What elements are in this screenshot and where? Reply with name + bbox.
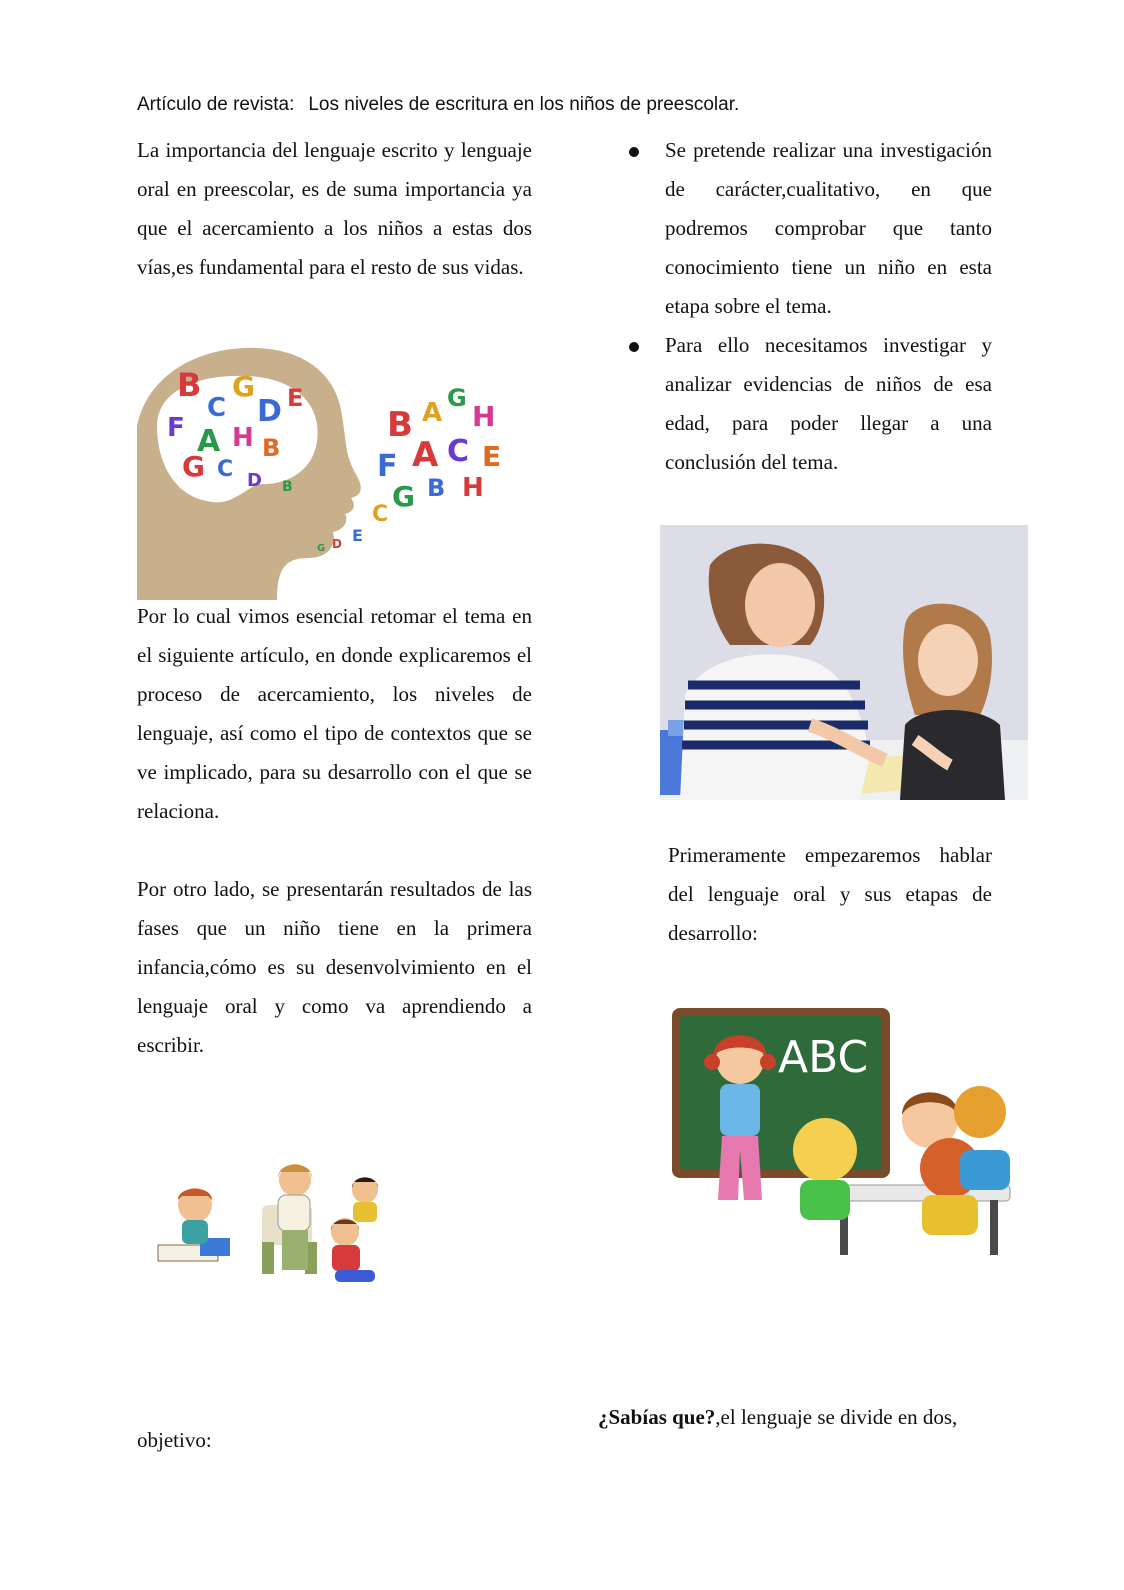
- second-paragraph: [137, 597, 532, 831]
- did-you-know-rest: ,el lenguaje se divide en dos,: [715, 1405, 958, 1429]
- children-reading-clipart: [150, 1150, 405, 1295]
- intro-paragraph: [137, 131, 532, 287]
- svg-text:B: B: [387, 405, 413, 445]
- right-paragraph: [668, 836, 992, 953]
- svg-text:D: D: [332, 537, 342, 551]
- intro-text: La importancia del lenguaje escrito y lenguaje oral en preescolar, es de suma importancia ya que el acercamiento a los niños a estas dos vías,es fundamental para el resto de sus vidas.: [137, 138, 532, 279]
- header-label: Artículo de revista:: [137, 94, 295, 115]
- svg-text:B: B: [427, 474, 446, 502]
- svg-text:D: D: [257, 394, 282, 429]
- second-paragraph-text: Por lo cual vimos esencial retomar el tema en el siguiente artículo, en donde explicaremos el proceso de acercamiento, los niveles de lenguaje, así como el tipo de contextos que se ve implicado, para su desarrollo con el que se relaciona.: [137, 604, 532, 823]
- article-header: [137, 94, 739, 116]
- svg-text:H: H: [472, 400, 496, 433]
- svg-text:B: B: [262, 434, 281, 462]
- svg-text:B: B: [282, 479, 293, 495]
- svg-text:H: H: [232, 423, 254, 453]
- svg-text:C: C: [217, 457, 234, 482]
- objective-label: objetivo:: [137, 1428, 212, 1452]
- svg-text:B: B: [177, 366, 202, 404]
- list-item: [627, 326, 992, 482]
- bullet-icon: [629, 147, 639, 157]
- svg-text:A: A: [412, 435, 439, 475]
- svg-text:F: F: [377, 449, 398, 484]
- svg-text:H: H: [462, 473, 484, 503]
- list-item: [627, 131, 992, 326]
- head-letters-image: [137, 336, 535, 600]
- chalkboard-text: ABC: [778, 1032, 869, 1083]
- svg-text:G: G: [232, 370, 255, 403]
- did-you-know-bold: ¿Sabías que?: [598, 1405, 716, 1429]
- bullet-icon: [629, 342, 639, 352]
- svg-text:A: A: [422, 398, 443, 428]
- right-paragraph-text: Primeramente empezaremos hablar del lenguaje oral y sus etapas de desarrollo:: [668, 843, 992, 945]
- third-paragraph-text: Por otro lado, se presentarán resultados de las fases que un niño tiene en la primera infancia,cómo es su desenvolvimiento en el lenguaje oral y como va aprendiendo a escribir.: [137, 877, 532, 1057]
- bullet-text: Para ello necesitamos investigar y analizar evidencias de niños de esa edad, para poder llegar a una conclusión del tema.: [665, 333, 992, 474]
- classroom-clipart-image: [660, 1000, 1032, 1272]
- bullet-list: [627, 131, 992, 482]
- did-you-know-line: [598, 1405, 957, 1430]
- svg-text:E: E: [482, 440, 502, 473]
- svg-text:D: D: [247, 470, 262, 491]
- svg-text:E: E: [352, 526, 363, 545]
- head-with-letters-illustration: [137, 336, 535, 600]
- svg-text:G: G: [182, 450, 205, 483]
- third-paragraph: [137, 870, 532, 1065]
- teacher-photo-image: [660, 525, 1028, 800]
- bullet-text: Se pretende realizar una investigación de carácter,cualitativo, en que podremos comprobar que tanto conocimiento tiene un niño en esta etapa sobre el tema.: [665, 138, 992, 318]
- svg-text:G: G: [317, 543, 326, 554]
- svg-text:C: C: [207, 393, 227, 423]
- svg-text:C: C: [447, 434, 470, 469]
- svg-text:G: G: [447, 384, 467, 412]
- svg-text:G: G: [392, 480, 415, 513]
- kids-clipart-image: [150, 1150, 405, 1295]
- svg-text:C: C: [372, 502, 389, 527]
- classroom-abc-clipart: [660, 1000, 1032, 1272]
- svg-text:A: A: [197, 424, 221, 459]
- header-title: Los niveles de escritura en los niños de preescolar.: [308, 94, 740, 115]
- svg-text:E: E: [287, 384, 304, 412]
- svg-text:F: F: [167, 413, 185, 443]
- teacher-with-girl-photo: [660, 525, 1028, 800]
